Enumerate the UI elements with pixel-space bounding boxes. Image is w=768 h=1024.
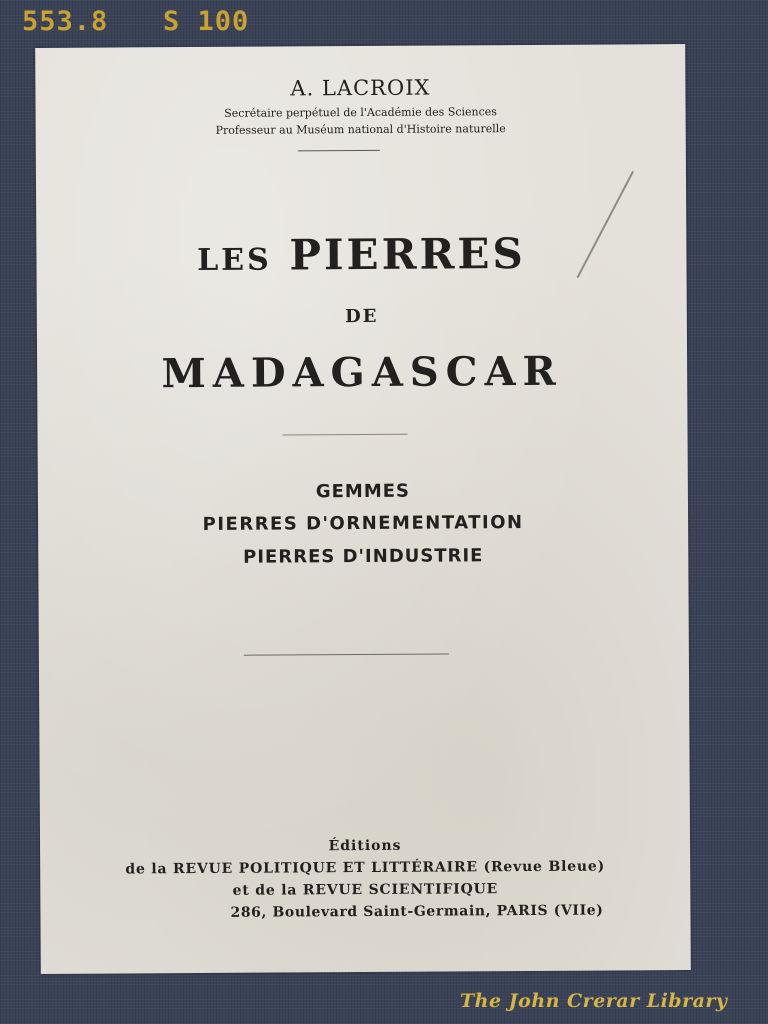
category-2: PIERRES D'ORNEMENTATION <box>202 512 524 535</box>
category-3: PIERRES D'INDUSTRIE <box>243 545 484 568</box>
cover-page <box>35 44 691 974</box>
author-title-1: Secrétaire perpétuel de l'Académie des Sciences <box>224 105 497 120</box>
publisher-line-2: de la REVUE POLITIQUE ET LITTÉRAIRE (Revue Bleue) <box>125 858 606 878</box>
publisher-line-3: et de la REVUE SCIENTIFIQUE <box>232 881 499 899</box>
ornament-rule <box>283 434 408 436</box>
category-1: GEMMES <box>315 480 411 503</box>
author-title-2: Professeur au Muséum national d'Histoire naturelle <box>215 122 506 137</box>
title-line-1 <box>36 228 686 281</box>
title-line-3: MADAGASCAR <box>161 347 563 398</box>
ornament-rule-2 <box>244 653 449 655</box>
author-name: A. LACROIX <box>290 75 431 101</box>
publisher-line-1: Éditions <box>328 837 402 855</box>
title-les: LES <box>197 242 272 279</box>
divider-rule <box>298 150 380 152</box>
library-stamp: The John Crerar Library <box>460 990 728 1012</box>
title-pierres: PIERRES <box>289 229 526 280</box>
call-number-left: 553.8 <box>22 6 109 37</box>
call-number-right: S 100 <box>163 6 250 37</box>
publisher-address: 286, Boulevard Saint-Germain, PARIS (VIIe) <box>230 902 604 921</box>
title-line-2: DE <box>345 305 379 328</box>
